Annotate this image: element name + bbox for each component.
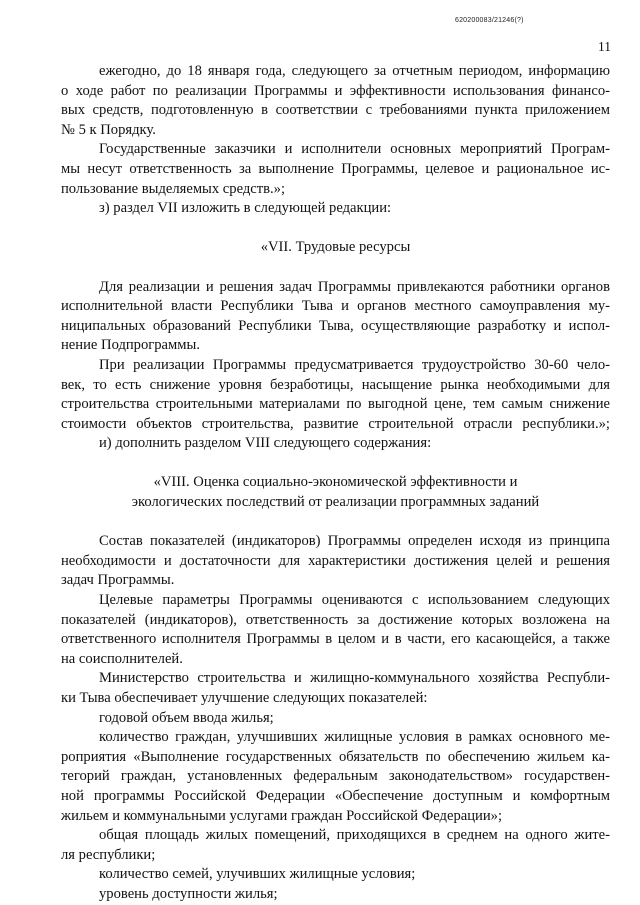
text-line: ля республики;	[61, 846, 156, 863]
spacer	[61, 258, 610, 278]
text-line: стоимости объектов строительства, развитие строительной отрасли республики.»;	[61, 415, 610, 432]
text-line: век, то есть снижение уровня безработицы, насыщение рынка необходимыми для	[61, 376, 610, 393]
text-line: показателей (индикаторов), ответственность за достижение которых возложена на	[61, 611, 610, 628]
text-line: ниципальных образований Республики Тыва, осуществляющие разработку и испол-	[61, 317, 610, 334]
spacer	[61, 454, 610, 474]
text-line: исполнительной власти Республики Тыва и органов местного самоуправления му-	[61, 298, 610, 315]
text-line: Состав показателей (индикаторов) Программы определен исходя из принципа	[99, 533, 610, 550]
text-line: количество граждан, улучшивших жилищные условия в рамках основного ме-	[99, 729, 610, 746]
section-heading: «VII. Трудовые ресурсы	[260, 239, 411, 256]
spacer	[61, 513, 610, 533]
text-line: жильем и коммунальными услугами граждан Российской Федерации»;	[61, 807, 503, 824]
text-line: и) дополнить разделом VIII следующего содержания:	[99, 435, 432, 452]
page-number: 11	[598, 39, 611, 54]
text-line: ежегодно, до 18 января года, следующего за отчетным периодом, информацию	[99, 63, 610, 79]
section-heading: «VIII. Оценка социально-экономической эффективности и	[153, 474, 518, 491]
text-line: роприятия «Выполнение государственных обязательств по обеспечению жильем ка-	[61, 748, 610, 765]
text-line: № 5 к Порядку.	[61, 121, 156, 138]
text-line: пользование выделяемых средств.»;	[61, 180, 286, 197]
text-line: Для реализации и решения задач Программы привлекаются работники органов	[99, 278, 610, 295]
text-line: ки Тыва обеспечивает улучшение следующих показателей:	[61, 690, 428, 706]
text-line: уровень доступности жилья;	[99, 885, 278, 902]
text-line: тегорий граждан, установленных федеральным законодательством» государствен-	[61, 768, 610, 785]
text-line: годовой объем ввода жилья;	[99, 709, 274, 726]
text-line: ответственного исполнителя Программы в целом и в части, его касающейся, а также	[61, 631, 610, 648]
text-line: вых средств, подготовленную в соответствии с требованиями пункта приложением	[61, 102, 610, 119]
text-line: нение Подпрограммы.	[61, 337, 200, 354]
section-heading: экологических последствий от реализации программных заданий	[131, 494, 540, 511]
text-line: Министерство строительства и жилищно-коммунального хозяйства Республи-	[99, 670, 610, 687]
text-line: При реализации Программы предусматривается трудоустройство 30-60 чело-	[99, 356, 610, 373]
text-line: о ходе работ по реализации Программы и эффективности использования финансо-	[61, 82, 610, 99]
text-line: ной программы Российской Федерации «Обеспечение доступным и комфортным	[61, 787, 610, 804]
text-line: Государственные заказчики и исполнители основных мероприятий Програм-	[99, 141, 610, 158]
document-code: 620200083/21246(?)	[455, 17, 524, 24]
spacer	[61, 219, 610, 239]
text-line: количество семей, улучивших жилищные условия;	[99, 866, 416, 883]
text-line: общая площадь жилых помещений, приходящихся в среднем на одного жите-	[99, 827, 610, 844]
text-line: мы несут ответственность за выполнение Программы, целевое и рациональное ис-	[61, 160, 610, 177]
document-body	[61, 62, 610, 905]
text-line: Целевые параметры Программы оцениваются с использованием следующих	[99, 592, 610, 609]
text-line: на соисполнителей.	[61, 650, 183, 667]
text-line: задач Программы.	[61, 572, 175, 589]
text-line: строительства строительными материалами по выгодной цене, тем самым снижение	[61, 396, 610, 413]
text-line: необходимости и достаточности для характеристики достижения целей и решения	[61, 552, 610, 569]
text-line: з) раздел VII изложить в следующей редакции:	[99, 200, 392, 217]
